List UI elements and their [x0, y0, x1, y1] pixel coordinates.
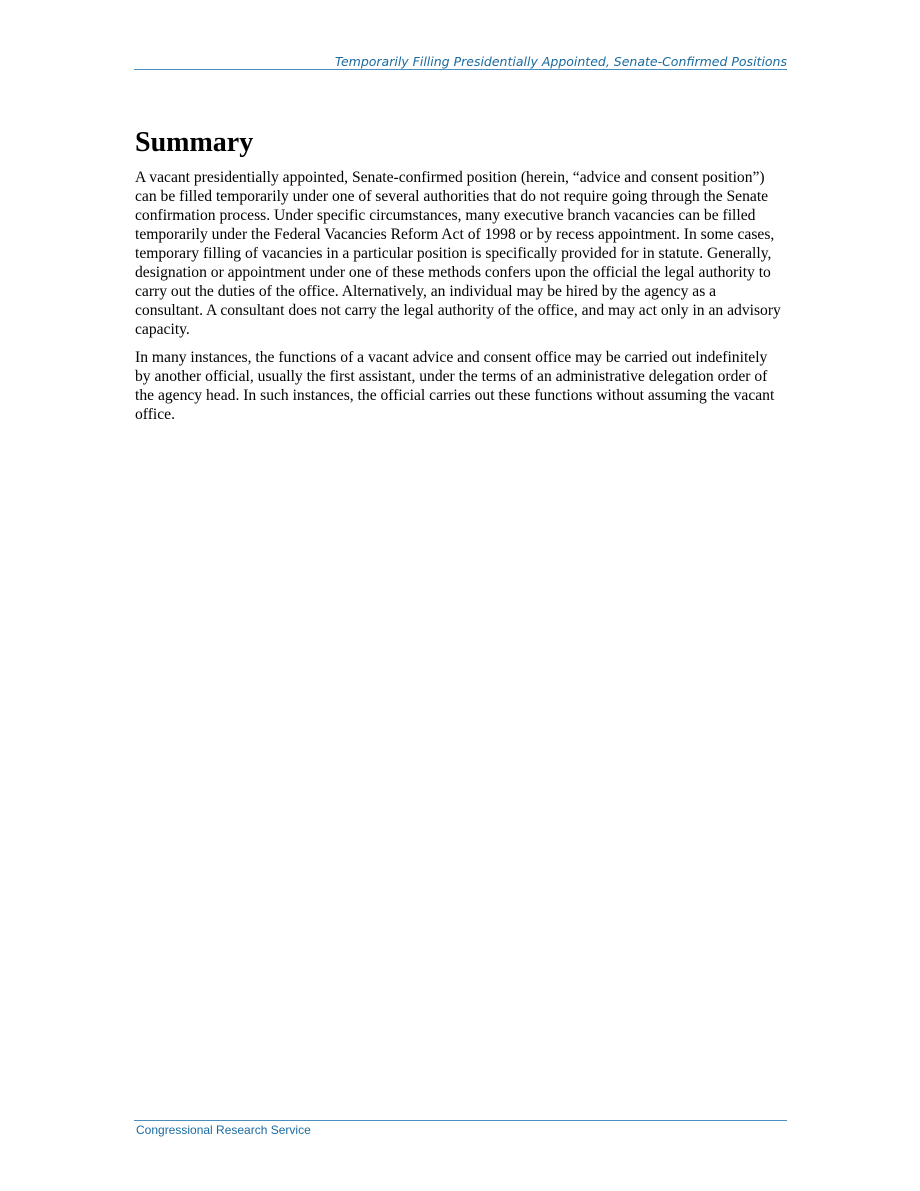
running-header-title: Temporarily Filling Presidentially Appointed, Senate-Confirmed Positions [334, 54, 787, 69]
summary-paragraph-2: In many instances, the functions of a vacant advice and consent office may be carried out indefinitely by another official, usually the first assistant, under the terms of an administrative delegation order of the agency head. In such instances, the official carries out these functions without assuming the vacant office. [135, 349, 775, 423]
page-content [135, 126, 785, 433]
summary-paragraph-1: A vacant presidentially appointed, Senate-confirmed position (herein, “advice and consent position”) can be filled temporarily under one of several authorities that do not require going through the Senate confirmation process. Under specific circumstances, many executive branch vacancies can be filled temporarily under the Federal Vacancies Reform Act of 1998 or by recess appointment. In some cases, temporary filling of vacancies in a particular position is specifically provided for in statute. Generally, designation or appointment under one of these methods confers upon the official the legal authority to carry out the duties of the office. Alternatively, an individual may be hired by the agency as a consultant. A consultant does not carry the legal authority of the office, and may act only in an advisory capacity. [135, 169, 781, 338]
footer-organization: Congressional Research Service [136, 1123, 311, 1137]
page-title: Summary [135, 127, 254, 158]
header-rule [134, 69, 787, 70]
footer-rule [134, 1120, 787, 1121]
